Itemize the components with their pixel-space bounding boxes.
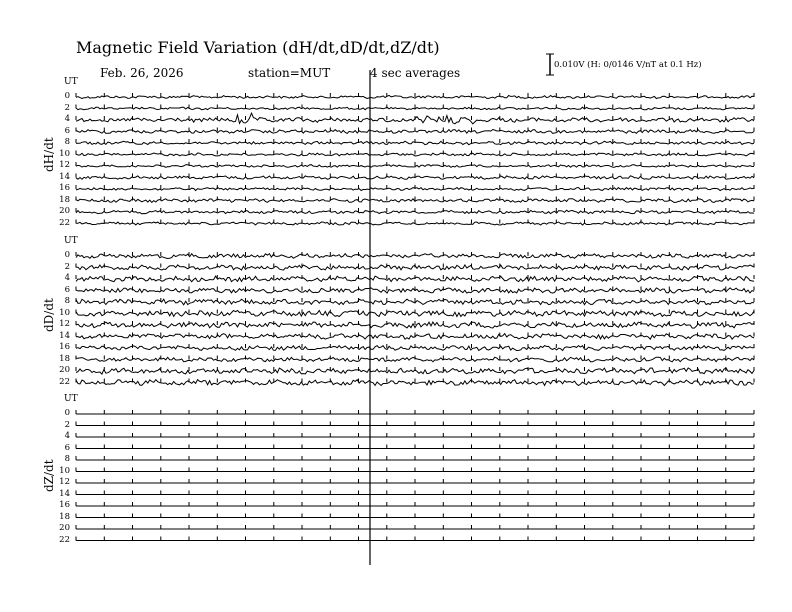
hour-label: 12 [59, 319, 70, 329]
hour-label: 16 [59, 183, 70, 193]
hour-label: 8 [64, 454, 70, 464]
hour-label: 16 [59, 342, 70, 352]
ut-label: UT [64, 394, 78, 404]
hour-label: 8 [64, 137, 70, 147]
hour-label: 10 [59, 307, 70, 318]
hour-label: 20 [59, 523, 70, 533]
hour-label: 4 [64, 273, 70, 283]
hour-label: 6 [64, 442, 70, 453]
station-label: station=MUT [248, 66, 331, 80]
ut-label: UT [64, 236, 78, 246]
hour-label: 22 [59, 534, 70, 545]
hour-label: 0 [64, 250, 70, 260]
hour-label: 16 [59, 500, 70, 510]
hour-label: 14 [59, 171, 70, 182]
hour-label: 2 [64, 261, 70, 272]
hour-label: 22 [59, 376, 70, 387]
hour-label: 14 [59, 488, 70, 499]
hour-label: 2 [64, 419, 70, 430]
hour-label: 10 [59, 148, 70, 159]
scale-label: 0.010V (H: 0/0146 V/nT at 0.1 Hz) [554, 60, 702, 70]
hour-label: 0 [64, 408, 70, 418]
hour-label: 6 [64, 125, 70, 136]
hour-label: 12 [59, 160, 70, 170]
chart-title: Magnetic Field Variation (dH/dt,dD/dt,dZ/dt) [76, 38, 440, 57]
panel-axis-label: dD/dt [42, 298, 56, 332]
hour-label: 20 [59, 206, 70, 216]
hour-label: 18 [59, 194, 70, 205]
hour-label: 14 [59, 330, 70, 341]
hour-label: 12 [59, 477, 70, 487]
hour-label: 6 [64, 284, 70, 295]
hour-label: 8 [64, 296, 70, 306]
hour-label: 2 [64, 102, 70, 113]
hour-label: 20 [59, 365, 70, 375]
hour-label: 18 [59, 353, 70, 364]
averaging-label: 4 sec averages [370, 66, 461, 80]
hour-label: 4 [64, 114, 70, 124]
hour-label: 4 [64, 431, 70, 441]
ut-label: UT [64, 77, 78, 87]
hour-label: 18 [59, 511, 70, 522]
panel-axis-label: dZ/dt [42, 459, 56, 492]
date-label: Feb. 26, 2026 [100, 66, 184, 80]
hour-label: 0 [64, 91, 70, 101]
panel-axis-label: dH/dt [42, 137, 56, 172]
hour-label: 10 [59, 465, 70, 476]
hour-label: 22 [59, 217, 70, 228]
